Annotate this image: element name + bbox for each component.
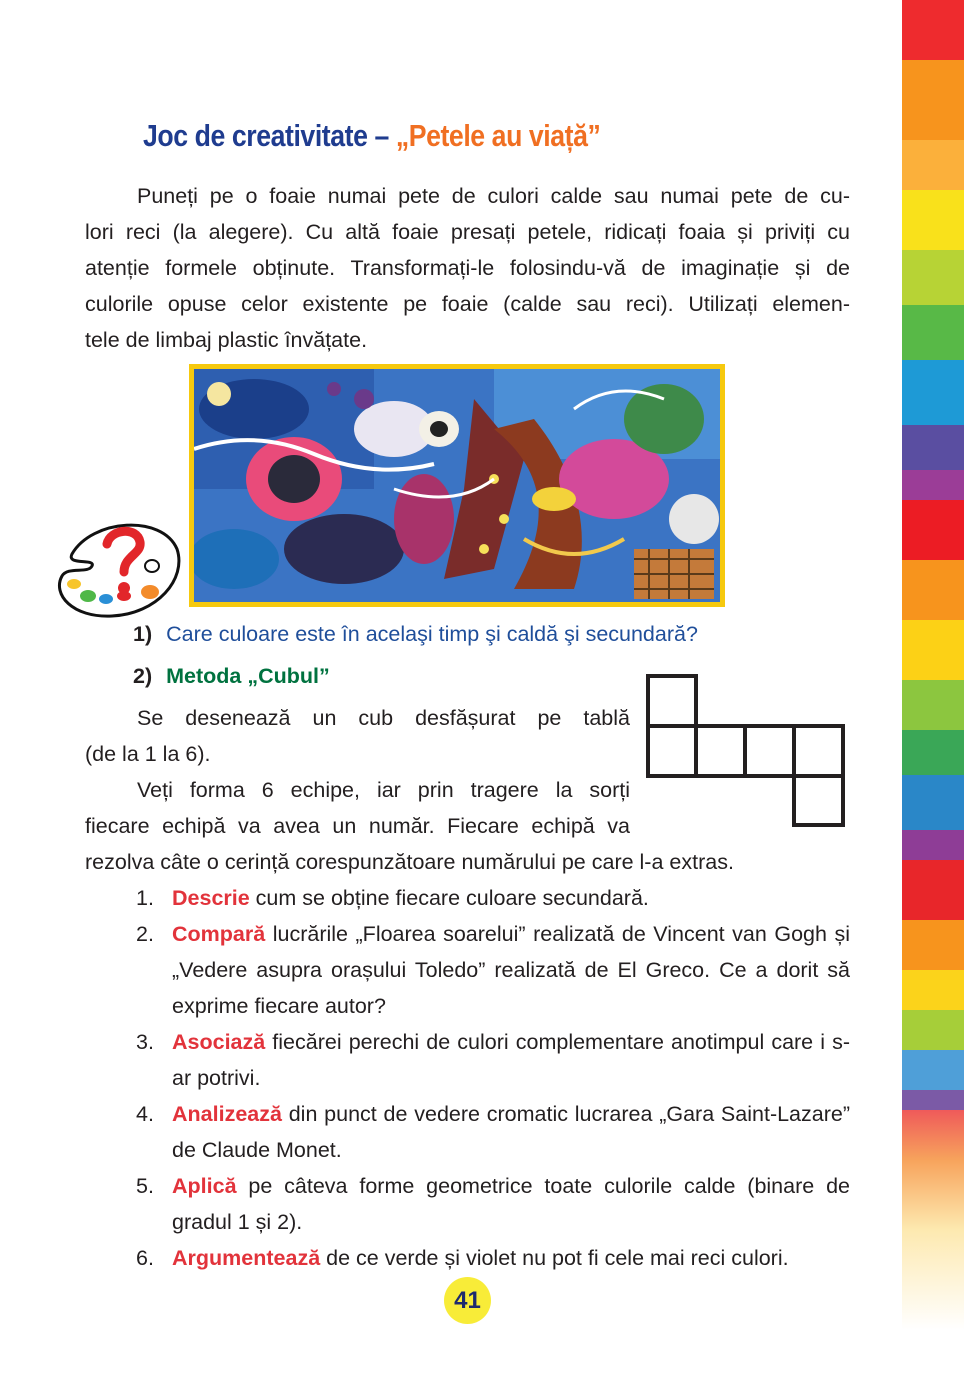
intro-paragraph	[85, 178, 850, 358]
intro-line: Puneți pe o foaie numai pete de culori calde sau numai pete de cu-	[137, 184, 850, 208]
question-1	[133, 618, 698, 650]
intro-line: lori reci (la alegere). Cu altă foaie presați petele, ridicați foaia și priviți cu	[85, 220, 850, 244]
task-keyword: Compară	[172, 922, 266, 946]
task-number: 4.	[136, 1102, 154, 1126]
intro-line: tele de limbaj plastic învățate.	[85, 328, 368, 352]
task-number: 6.	[136, 1246, 154, 1270]
unfolded-cube-diagram	[645, 673, 847, 828]
task-item	[133, 1240, 850, 1276]
page-title	[143, 118, 600, 154]
task-item	[133, 880, 850, 916]
cube-line: Se desenează un cub desfășurat pe tablă	[137, 706, 630, 730]
question-1-text: Care culoare este în acelaşi timp şi caldă şi secundară?	[166, 622, 698, 646]
question-1-number: 1)	[133, 622, 153, 646]
task-text: pe câteva forme geometrice toate culorile calde (binare de gradul 1 și 2).	[172, 1174, 850, 1234]
cube-line: rezolva câte o cerință corespunzătoare numărului pe care l-a extras.	[85, 850, 734, 874]
cube-line: (de la 1 la 6).	[85, 742, 211, 766]
task-text: de ce verde și violet nu pot fi cele mai reci culori.	[320, 1246, 789, 1270]
task-text: cum se obține fiecare culoare secundară.	[249, 886, 649, 910]
task-keyword: Asociază	[172, 1030, 266, 1054]
cube-line: fiecare echipă va avea un număr. Fiecare echipă va	[85, 814, 630, 838]
task-item	[133, 1024, 850, 1096]
task-text: lucrările „Floarea soarelui” realizată de Vincent van Gogh și „Vedere asupra orașului Toledo” realizată de El Greco. Ce a dorit să exprime fiecare autor?	[172, 922, 850, 1018]
task-number: 5.	[136, 1174, 154, 1198]
abstract-painting-image	[189, 364, 725, 607]
page-number: 41	[444, 1277, 491, 1324]
task-keyword: Descrie	[172, 886, 250, 910]
task-list	[133, 880, 850, 1276]
task-keyword: Analizează	[172, 1102, 282, 1126]
question-2-text: Metoda „Cubul”	[166, 664, 330, 688]
question-2-number: 2)	[133, 664, 153, 688]
title-prefix: Joc de creativitate –	[143, 118, 396, 153]
task-keyword: Aplică	[172, 1174, 237, 1198]
task-item	[133, 1096, 850, 1168]
task-item	[133, 916, 850, 1024]
intro-line: atenție formele obținute. Transformați-le folosindu-vă de imaginație și de	[85, 256, 850, 280]
palette-question-icon	[52, 514, 182, 622]
task-number: 1.	[136, 886, 154, 910]
title-name: „Petele au viață”	[395, 118, 601, 153]
task-text: fiecărei perechi de culori complementare anotimpul care i s-ar potrivi.	[172, 1030, 850, 1090]
task-number: 3.	[136, 1030, 154, 1054]
cube-line: Veți forma 6 echipe, iar prin tragere la sorți	[137, 778, 630, 802]
task-number: 2.	[136, 922, 154, 946]
cube-paragraph-part1	[85, 700, 630, 844]
task-keyword: Argumentează	[172, 1246, 321, 1270]
question-2	[133, 660, 330, 692]
painting-svg	[194, 369, 720, 602]
task-item	[133, 1168, 850, 1240]
task-text: din punct de vedere cromatic lucrarea „Gara Saint-Lazare” de Claude Monet.	[172, 1102, 850, 1162]
cube-paragraph-part2	[85, 844, 850, 880]
intro-line: culorile opuse celor existente pe foaie (calde sau reci). Utilizați elemen-	[85, 292, 850, 316]
rainbow-side-stripe	[902, 0, 964, 1389]
